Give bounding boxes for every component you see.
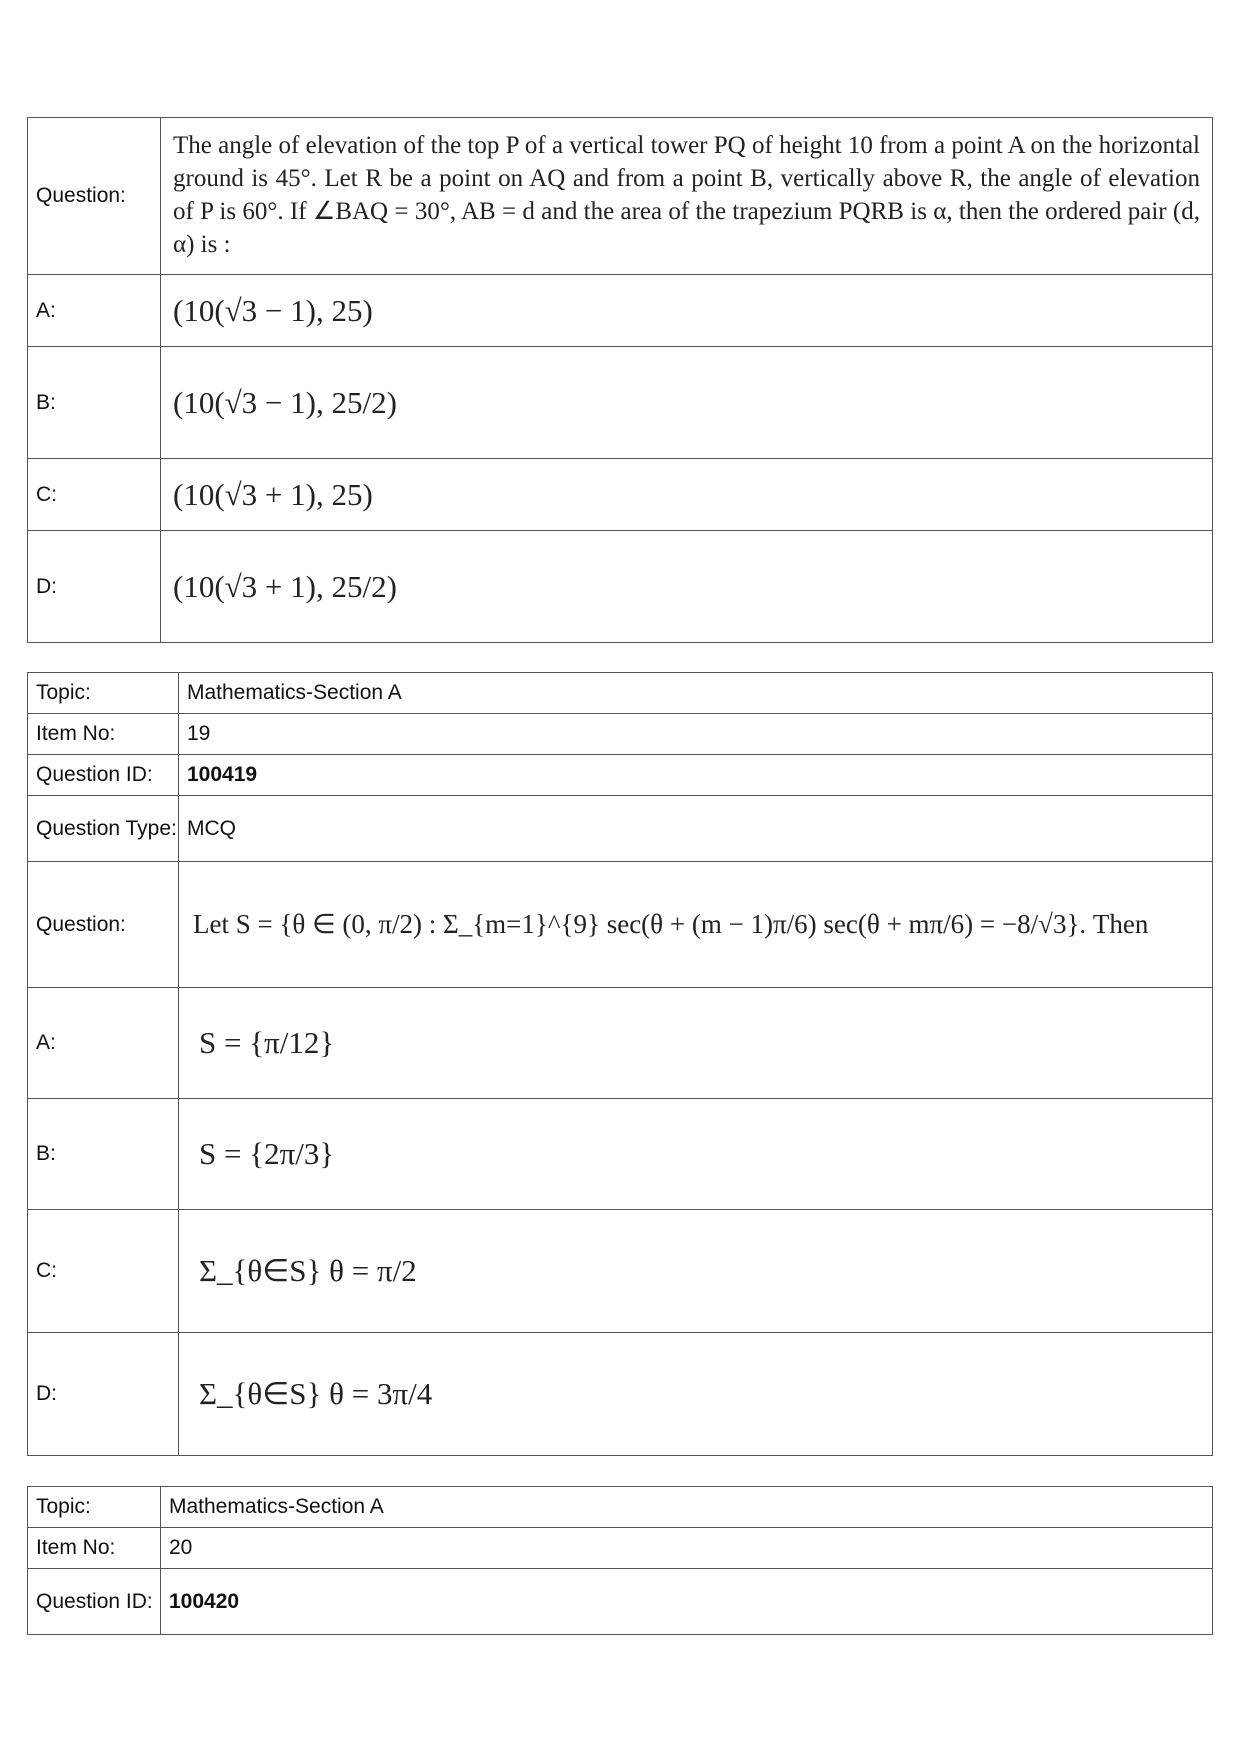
question-type-row [28, 796, 1213, 862]
question-cell [161, 118, 1213, 275]
option-b-label: B: [28, 1099, 179, 1210]
item-block-20 [27, 1486, 1213, 1635]
option-c-cell [179, 1210, 1213, 1333]
option-b-text: (10(√3 − 1), 25/2) [173, 384, 397, 420]
option-a-cell [161, 275, 1213, 347]
question-block-18 [27, 117, 1213, 643]
topic-value: Mathematics-Section A [179, 673, 1213, 714]
option-c-label: C: [28, 459, 161, 531]
option-b-label: B: [28, 347, 161, 459]
option-d-math [179, 1376, 1212, 1412]
question-type-label: Question Type: [28, 796, 179, 862]
option-d-label: D: [28, 531, 161, 643]
question-id-label: Question ID: [28, 755, 179, 796]
option-d-math [161, 569, 1212, 605]
question-row [28, 118, 1213, 275]
option-b-math [179, 1136, 1212, 1172]
option-b-math [161, 385, 1212, 421]
item-no-row [28, 714, 1213, 755]
topic-row [28, 1487, 1213, 1528]
question-id-label: Question ID: [28, 1569, 161, 1635]
option-c-cell [161, 459, 1213, 531]
option-c-math [179, 1253, 1212, 1289]
option-row-a [28, 988, 1213, 1099]
question-text: Let S = {θ ∈ (0, π/2) : Σ_{m=1}^{9} sec(θ + (m − 1)π/6) sec(θ + mπ/6) = −8/√3}. Then [193, 909, 1149, 939]
item-no-value: 19 [179, 714, 1213, 755]
question-row [28, 862, 1213, 988]
question-math [179, 909, 1212, 940]
question-label: Question: [28, 118, 161, 275]
option-c-text: (10(√3 + 1), 25) [173, 476, 373, 512]
question-text: The angle of elevation of the top P of a vertical tower PQ of height 10 from a point A on the horizontal ground is 45°. Let R be a point on AQ and from a point B, vertically above R, the angle of elevation of P is 60°. If ∠BAQ = 30°, AB = d and the area of the trapezium PQRB is α, then the ordered pair (d, α) is : [173, 132, 1200, 258]
question-cell [179, 862, 1213, 988]
option-c-label: C: [28, 1210, 179, 1333]
topic-label: Topic: [28, 1487, 161, 1528]
option-row-d [28, 531, 1213, 643]
option-row-a [28, 275, 1213, 347]
option-a-cell [179, 988, 1213, 1099]
option-row-b [28, 1099, 1213, 1210]
question-id-value: 100419 [179, 755, 1213, 796]
option-row-c [28, 1210, 1213, 1333]
question-label: Question: [28, 862, 179, 988]
question-type-value: MCQ [179, 796, 1213, 862]
item-block-19 [27, 672, 1213, 1456]
option-d-cell [161, 531, 1213, 643]
item-no-row [28, 1528, 1213, 1569]
option-a-math [179, 1025, 1212, 1061]
option-d-label: D: [28, 1333, 179, 1456]
item-no-label: Item No: [28, 1528, 161, 1569]
option-d-text: (10(√3 + 1), 25/2) [173, 568, 397, 604]
option-a-label: A: [28, 275, 161, 347]
option-b-cell [161, 347, 1213, 459]
option-row-b [28, 347, 1213, 459]
option-a-text: S = {π/12} [199, 1025, 335, 1060]
option-a-math [161, 293, 1212, 329]
question-id-row [28, 755, 1213, 796]
option-row-c [28, 459, 1213, 531]
option-row-d [28, 1333, 1213, 1456]
question-id-value: 100420 [161, 1569, 1213, 1635]
option-b-text: S = {2π/3} [199, 1136, 335, 1171]
option-a-text: (10(√3 − 1), 25) [173, 292, 373, 328]
option-a-label: A: [28, 988, 179, 1099]
topic-label: Topic: [28, 673, 179, 714]
item-no-value: 20 [161, 1528, 1213, 1569]
question-id-row [28, 1569, 1213, 1635]
topic-row [28, 673, 1213, 714]
option-c-text: Σ_{θ∈S} θ = π/2 [199, 1253, 417, 1288]
option-d-text: Σ_{θ∈S} θ = 3π/4 [199, 1376, 433, 1411]
option-b-cell [179, 1099, 1213, 1210]
item-no-label: Item No: [28, 714, 179, 755]
topic-value: Mathematics-Section A [161, 1487, 1213, 1528]
option-d-cell [179, 1333, 1213, 1456]
option-c-math [161, 477, 1212, 513]
